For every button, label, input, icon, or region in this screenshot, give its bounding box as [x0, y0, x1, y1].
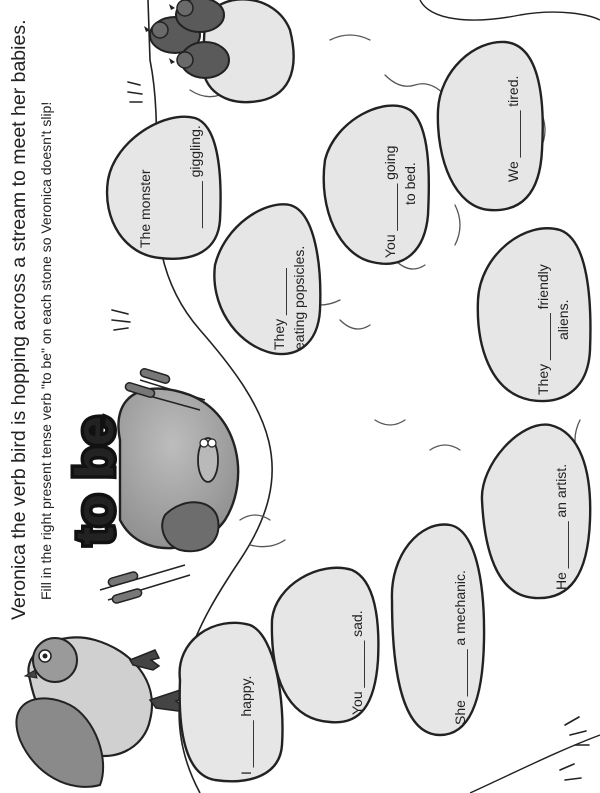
- stone-monster-line2[interactable]: ______ giggling.: [187, 125, 203, 228]
- frog: [198, 438, 218, 482]
- svg-text:to be: to be: [65, 416, 125, 545]
- stone-he-artist: [482, 425, 590, 598]
- page-title: Veronica the verb bird is hopping across a stream to meet her babies.: [8, 19, 30, 620]
- header-instruction-group: [38, 102, 54, 600]
- stone-she-mechanic-text[interactable]: She ______ a mechanic.: [452, 570, 468, 725]
- stone-monster-line1: The monster: [137, 169, 153, 248]
- stone-you-sad: [272, 568, 379, 723]
- stone-i-happy-text[interactable]: I ______ happy.: [238, 675, 254, 775]
- stone-you-sad-text[interactable]: You ______ sad.: [349, 610, 365, 715]
- frog-stone: [118, 389, 238, 552]
- stone-you-bed-line1[interactable]: You ______ going: [382, 145, 398, 258]
- stone-you-bed-line2: to bed.: [402, 162, 418, 205]
- stone-we-tired-text[interactable]: We ______ tired.: [505, 75, 521, 182]
- to-be-logo: [65, 416, 125, 545]
- header-title-group: [8, 20, 30, 621]
- stone-i-happy: [180, 623, 283, 781]
- stone-they-popsicles-line2: eating popsicles.: [291, 245, 307, 350]
- stone-they-popsicles-line1[interactable]: They ______: [271, 268, 287, 350]
- stream-bank-line-right: [420, 0, 600, 20]
- stone-they-aliens: [478, 228, 591, 401]
- stone-we-tired: [438, 42, 543, 210]
- veronica-bird: [16, 637, 184, 786]
- stone-monster: [107, 117, 221, 259]
- stone-they-aliens-line1[interactable]: They ______ friendly: [535, 264, 551, 395]
- page-instruction: Fill in the right present tense verb "to be" on each stone so Veronica doesn't slip!: [38, 101, 54, 600]
- stone-they-popsicles: [214, 204, 320, 354]
- stone-she-mechanic: [392, 525, 484, 735]
- stone-you-bed: [324, 106, 429, 264]
- stone-they-aliens-line2: aliens.: [555, 299, 571, 340]
- stream-bank-line-bottom: [470, 735, 600, 793]
- stone-he-artist-text[interactable]: He ______ an artist.: [553, 463, 569, 590]
